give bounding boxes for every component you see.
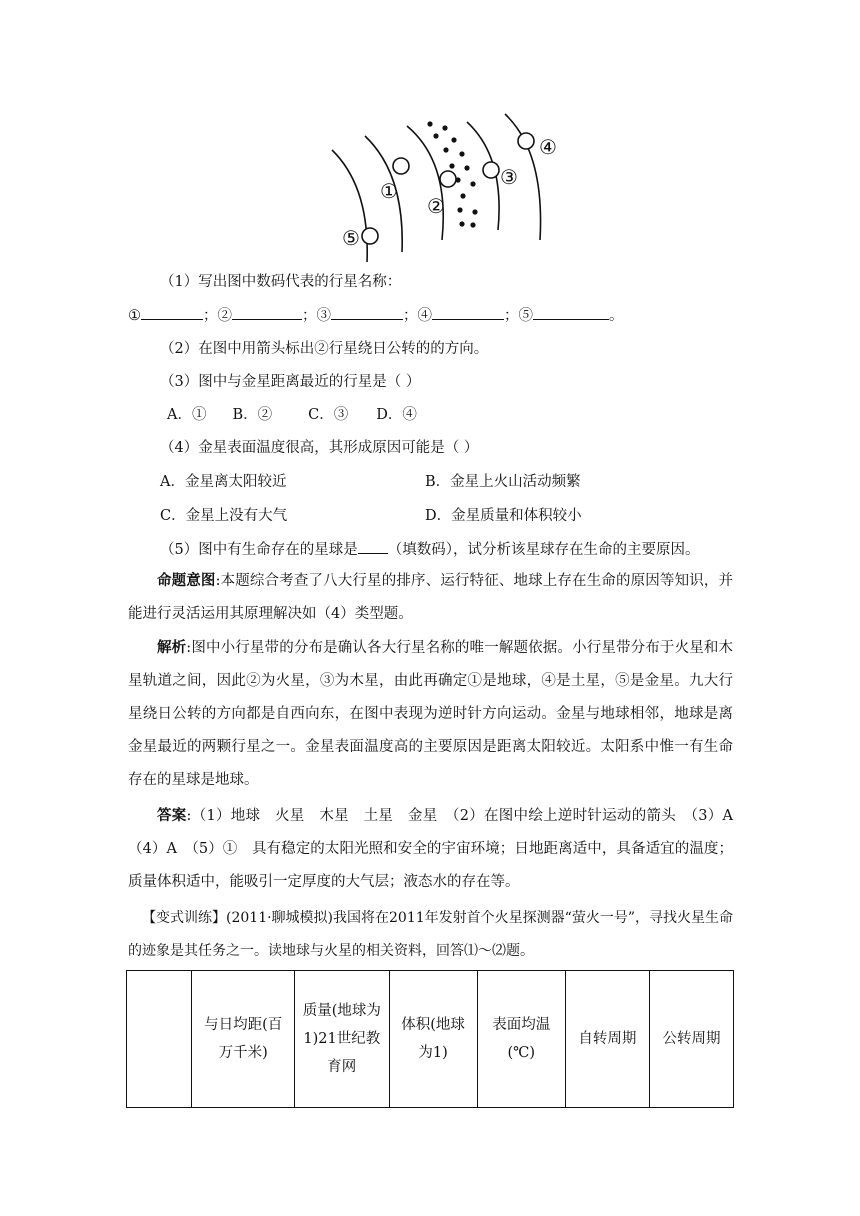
- q3-option-d[interactable]: D．④: [376, 407, 417, 423]
- table-header-cell: 质量(地球为1)21世纪教育网: [295, 971, 389, 1108]
- question-1-blanks: [128, 305, 624, 326]
- analysis-text: :图中小行星带的分布是确认各大行星名称的唯一解题依据。小行星带分布于火星和木星轨道之间，因此②为火星，③为木星，由此再确定①是地球，④是土星，⑤是金星。九大行星绕日公转的方向都是自西向东，在图中表现为逆时针方向运动。金星与地球相邻，地球是离金星最近的两颗行星之一。金星表面温度高的主要原因是距离太阳较近。太阳系中惟一有生命存在的星球是地球。: [128, 640, 734, 788]
- label-2: ②: [427, 194, 445, 218]
- planet-saturn-circle: [518, 133, 534, 149]
- blank-label-3: ；③: [302, 308, 331, 324]
- intent-label: 命题意图: [157, 573, 216, 589]
- variant-text: 【变式训练】(2011·聊城模拟)我国将在2011年发射首个火星探测器“萤火一号”，寻找火星生命的迹象是其任务之一。读地球与火星的相关资料，回答⑴～⑵题。: [128, 910, 733, 959]
- q3-option-b[interactable]: B．②: [232, 407, 273, 423]
- planet-orbit-diagram: [330, 112, 570, 262]
- answer-text: :（1）地球 火星 木星 土星 金星 （2）在图中绘上逆时针运动的箭头 （3）A （4）A （5）① 具有稳定的太阳光照和安全的宇宙环境；日地距离适中，具备适宜的温度；质量体积适中，能吸引一定厚度的大气层；液态水的存在等。: [128, 808, 748, 890]
- intent-paragraph: [128, 565, 733, 631]
- label-5: ⑤: [342, 226, 360, 250]
- label-4: ④: [539, 135, 557, 159]
- planet-earth-circle: [393, 158, 409, 174]
- blank-label-5: ；⑤: [504, 308, 533, 324]
- answer-blank-3[interactable]: [331, 305, 403, 320]
- orbit-line-mars: [407, 126, 443, 240]
- planet-mars-circle: [440, 171, 456, 187]
- analysis-label: 解析: [157, 640, 187, 656]
- label-3: ③: [500, 165, 518, 189]
- blank-label-end: 。: [609, 308, 624, 324]
- table-header-cell: 与日均距(百万千米): [192, 971, 295, 1108]
- q4-option-d[interactable]: D．金星质量和体积较小: [425, 508, 582, 524]
- answer-label: 答案: [157, 808, 187, 824]
- answer-blank-1[interactable]: [141, 305, 203, 320]
- blank-label-2: ；②: [203, 308, 232, 324]
- table-header-cell: [127, 971, 192, 1108]
- table-header-row: [127, 971, 734, 1108]
- label-1: ①: [380, 179, 398, 203]
- planet-venus-circle: [362, 228, 378, 244]
- intent-text: :本题综合考查了八大行星的排序、运行特征、地球上存在生命的原因等知识，并能进行灵活运用其原理解决如（4）类型题。: [128, 573, 733, 622]
- answer-blank-4[interactable]: [432, 305, 504, 320]
- table-header-cell: 表面均温(℃): [477, 971, 565, 1108]
- q4-option-b[interactable]: B．金星上火山活动频繁: [425, 474, 581, 490]
- question-5: [160, 539, 699, 560]
- answer-blank-5[interactable]: [533, 305, 609, 320]
- planet-jupiter-circle: [483, 162, 499, 178]
- q4-option-c[interactable]: C．金星上没有大气: [160, 508, 288, 524]
- answer-paragraph: [128, 800, 748, 899]
- variant-paragraph: [128, 902, 733, 968]
- question-4-prompt: （4）金星表面温度很高，其形成原因可能是（ ）: [160, 440, 479, 456]
- question-3-prompt: （3）图中与金星距离最近的行星是（ ）: [160, 374, 421, 390]
- q5-blank[interactable]: [358, 539, 388, 554]
- q5-before: （5）图中有生命存在的星球是: [160, 542, 358, 558]
- earth-mars-data-table: [126, 970, 734, 1108]
- table-header-cell: 自转周期: [565, 971, 649, 1108]
- table-header-cell: 体积(地球为1): [389, 971, 477, 1108]
- question-1-prompt: （1）写出图中数码代表的行星名称：: [160, 274, 402, 290]
- blank-label-1: ①: [128, 308, 141, 324]
- table-header-cell: 公转周期: [649, 971, 733, 1108]
- answer-blank-2[interactable]: [232, 305, 302, 320]
- q3-option-a[interactable]: A．①: [167, 407, 207, 423]
- question-3-options: [167, 405, 417, 425]
- blank-label-4: ；④: [403, 308, 432, 324]
- analysis-paragraph: [128, 632, 733, 797]
- q4-option-a[interactable]: A．金星离太阳较近: [160, 474, 287, 490]
- q5-after: （填数码），试分析该星球存在生命的主要原因。: [387, 542, 700, 558]
- question-2: （2）在图中用箭头标出②行星绕日公转的的方向。: [160, 341, 489, 357]
- q3-option-c[interactable]: C．③: [308, 407, 349, 423]
